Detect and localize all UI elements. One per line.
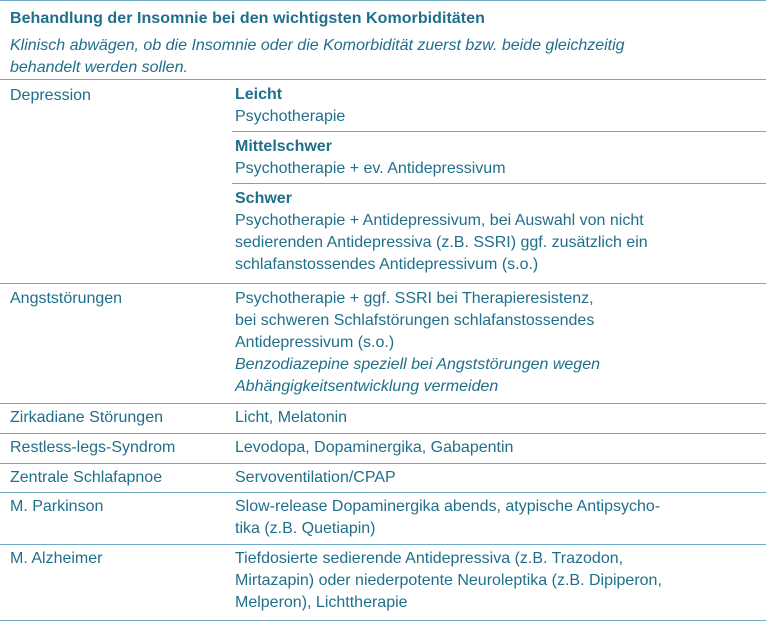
depression-moderate bbox=[235, 136, 755, 180]
row-label: Angststörungen bbox=[10, 290, 123, 307]
content-line: Psychotherapie + ggf. SSRI bei Therapieresistenz, bbox=[235, 290, 594, 307]
severity-heading: Schwer bbox=[235, 190, 292, 207]
row-label: Depression bbox=[10, 87, 91, 104]
table-subtitle bbox=[10, 35, 760, 79]
row-label: Restless-legs-Syndrom bbox=[10, 439, 176, 456]
severity-text-line: sedierenden Antidepressiva (z.B. SSRI) ggf. zusätzlich ein bbox=[235, 234, 648, 251]
row-content bbox=[235, 288, 755, 398]
table-row-parkinson bbox=[0, 493, 766, 545]
content-line: tika (z.B. Quetiapin) bbox=[235, 520, 376, 537]
subtitle-line: behandelt werden sollen. bbox=[10, 59, 188, 76]
table-row-central-apnea bbox=[0, 464, 766, 493]
severity-text-line: schlafanstossendes Antidepressivum (s.o.) bbox=[235, 256, 539, 273]
depression-mild bbox=[235, 84, 755, 128]
sub-divider bbox=[232, 131, 766, 132]
row-label: Zentrale Schlafapnoe bbox=[10, 469, 163, 486]
row-content: Levodopa, Dopaminergika, Gabapentin bbox=[235, 439, 514, 456]
row-label: M. Parkinson bbox=[10, 498, 104, 515]
row-content bbox=[235, 496, 755, 540]
table-row-anxiety bbox=[0, 284, 766, 404]
severity-heading: Leicht bbox=[235, 86, 283, 103]
content-line: Tiefdosierte sedierende Antidepressiva (z.B. Trazodon, bbox=[235, 550, 624, 567]
row-label: M. Alzheimer bbox=[10, 550, 103, 567]
content-line: Antidepressivum (s.o.) bbox=[235, 334, 395, 351]
table-row-alzheimer bbox=[0, 545, 766, 621]
severity-text: Psychotherapie + ev. Antidepressivum bbox=[235, 160, 506, 177]
row-label: Zirkadiane Störungen bbox=[10, 409, 163, 426]
severity-text-line: Psychotherapie + Antidepressivum, bei Auswahl von nicht bbox=[235, 212, 644, 229]
content-line: Slow-release Dopaminergika abends, atypische Antipsycho- bbox=[235, 498, 661, 515]
row-content: Licht, Melatonin bbox=[235, 409, 348, 426]
table-title: Behandlung der Insomnie bei den wichtigsten Komorbiditäten bbox=[10, 10, 485, 27]
sub-divider bbox=[232, 183, 766, 184]
severity-heading: Mittelschwer bbox=[235, 138, 332, 155]
content-line: bei schweren Schlafstörungen schlafanstossendes bbox=[235, 312, 595, 329]
warning-note: Abhängigkeitsentwicklung vermeiden bbox=[235, 378, 499, 395]
subtitle-line: Klinisch abwägen, ob die Insomnie oder die Komorbidität zuerst bzw. beide gleichzeitig bbox=[10, 37, 625, 54]
row-content bbox=[235, 548, 755, 614]
table-header bbox=[0, 0, 766, 80]
table-row-depression bbox=[0, 80, 766, 284]
table-row-rls bbox=[0, 434, 766, 464]
row-content: Servoventilation/CPAP bbox=[235, 469, 396, 486]
depression-severe bbox=[235, 188, 755, 276]
severity-text: Psychotherapie bbox=[235, 108, 346, 125]
warning-note: Benzodiazepine speziell bei Angststörungen wegen bbox=[235, 356, 600, 373]
content-line: Mirtazapin) oder niederpotente Neuroleptika (z.B. Dipiperon, bbox=[235, 572, 662, 589]
content-line: Melperon), Lichttherapie bbox=[235, 594, 408, 611]
table-row-circadian bbox=[0, 404, 766, 434]
